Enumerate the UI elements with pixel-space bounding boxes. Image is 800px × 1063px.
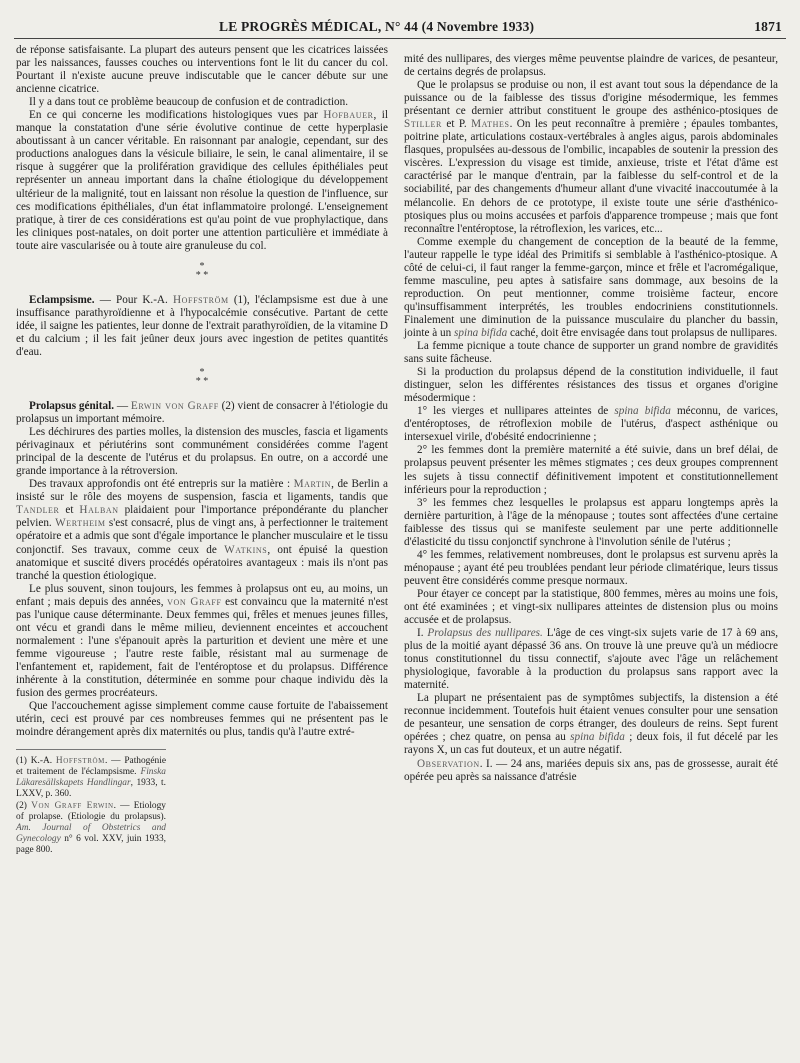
text-run: , 1933, t. LXXV, p. 360. <box>16 778 166 800</box>
text-run: . I. — 24 ans, mariées depuis six ans, pas de grossesse, aurait été opérée peu après sa naissance d'atrésie <box>404 757 778 783</box>
journal-name: Am. Journal of Obstetrics and Gynecology <box>16 823 166 845</box>
text-run: (2) vient de consacrer à l'étiologie du prolapsus un important mémoire. <box>16 399 388 426</box>
paragraph <box>404 236 778 340</box>
text-run: L'âge de ces vingt-six sujets varie de 17 à 69 ans, plus de la moitié ayant dépassé 36 ans. On trouve là une preuve qu'à un médiocre tonus constitutionnel du tissu connectif, s'ajoute avec l'âge un relâchement physiologique, favorable à la production du prolapsus sans rapport avec la maternité. <box>404 627 779 692</box>
text-run: n° 6 vol. XXV, juin 1933, page 800. <box>16 834 166 856</box>
text-run: — <box>114 399 131 412</box>
observation-paragraph <box>404 758 778 784</box>
paragraph: Que l'accouchement agisse simplement comme cause fortuite de l'abaissement utérin, ceci est prouvé par ces nombreuses femmes qui ne présentent pas le moindre dérangement après dix maternités ou plus, tandis qu'à l'autre extré- <box>16 700 388 739</box>
author-name: Mathes <box>471 118 510 131</box>
paragraph <box>404 79 778 236</box>
text-run: et P. <box>441 118 472 131</box>
paragraph: Pour étayer ce concept par la statistique, 800 femmes, mères au moins une fois, ont été examinées ; et vingt-six nullipares atteintes de distension plus ou moins accusée et de prolapsus. <box>404 587 778 627</box>
author-name: Martin <box>293 478 332 491</box>
paragraph <box>404 627 778 692</box>
text-run: , ont épuisé la question anatomique et suscité divers procédés opératoires avantageux : mais ils n'ont pas tranché la question étiologique. <box>16 543 388 582</box>
text-run: . — Etiology of prolapse. (Etiologie du prolapsus). <box>16 801 166 823</box>
page-number: 1871 <box>754 19 782 34</box>
text-run: I. <box>417 627 428 640</box>
text-run: — Pour K.-A. <box>94 293 173 306</box>
text-run: . — Pathogénie et traitement de l'éclampsisme. <box>16 756 166 778</box>
text-run: (2) <box>16 801 32 812</box>
text-run: Le plus souvent, sinon toujours, les femmes à prolapsus ont eu, au moins, un enfant ; mais depuis des années, <box>16 582 388 608</box>
section-separator <box>16 262 388 280</box>
list-item: 4° les femmes, relativement nombreuses, dont le prolapsus est survenu après la ménopause ; ayant été peu troublées pendant leur période climatérique, leurs tissus peuvent être considérés comme presque normaux. <box>404 548 778 587</box>
author-name: Von Graff Erwin <box>31 801 114 812</box>
text-run: 1° les vierges et nullipares atteintes de <box>417 405 615 418</box>
text-run: . On les peut reconnaître à première ; épaules tombantes, poitrine plate, articulations costaux-vertébrales à angles aigus, parois abdominales flasques, propulsées au-dessous de l'ombilic, incapables de soutenir la pression des viscères. L'expression du visage est timide, anxieuse, triste et l'état d'âme est caractérisé par le manque d'entrain, par la faiblesse du self-control et de la sociabilité, par des changements d'humeur allant d'une vivacité inaccoutumée à la mélancolie. En dehors de ce prototype, il existe toute une série d'asthénico-ptosiques plus ou moins accusées et parfois d'apparence trompeuse ; mais que font reconnaître l'entéroptose, la rétroflexion, les varices, etc... <box>404 118 778 235</box>
paragraph: Les déchirures des parties molles, la distension des muscles, fascia et ligaments périvaginaux et périutérins sont communément considérées comme l'agent principal de la descente de l'utérus et du prolapsus. En outre, on a accordé une grande importance à la rétroversion. <box>16 426 388 478</box>
footnote-2 <box>16 801 166 856</box>
paragraph: mité des nullipares, des vierges même peuventse plaindre de varices, de pesanteur, de certains degrés de prolapsus. <box>404 53 778 79</box>
text-run: est convaincu que la maternité n'est pas l'unique cause déterminante. Deux femmes qui, frêles et menues jeunes filles, ont vécu et grandi dans le même milieu, deviennent enceintes et accouchent normalement : l'une s'épanouit après la parturition et devient une mère et une femme vigoureuse ; l'autre reste faible, résistant mal au surmenage de l'enfantement et, rapidement, fait de l'entéroptose et du prolapsus. Différence inhérente à la constitution, déterminée en somme pour chaque individu dès la fusion des germes procréateurs. <box>16 595 388 700</box>
text-run: (1) K.-A. <box>16 756 56 767</box>
list-item: 3° les femmes chez lesquelles le prolapsus est apparu longtemps après la dernière parturition, à l'âge de la ménopause ; toutes sont affectées d'une certaine faiblesse des tissus qui se manifeste seulement par une perte additionnelle d'élasticité du tissu conjonctif synchrone à l'involution sénile de l'utérus ; <box>404 496 778 548</box>
paragraph: La femme picnique a toute chance de supporter un grand nombre de gravidités sans suite fâcheuse. <box>404 340 778 366</box>
asterisk: * <box>199 260 205 272</box>
text-run: (1), l'éclampsisme est due à une insuffisance parathyroïdienne et à l'hypocalcémie consécutive. Partant de cette idée, il saigne les patientes, leur donne de l'extrait parathyroïdien, de la vitamine D et du calcium ; il les fait jeûner deux jours avec ingestion de petites quantités d'eau. <box>16 293 388 358</box>
paragraph <box>16 583 388 700</box>
text-run: , de Berlin a insisté sur le rôle des moyens de suspension, fascia et ligaments, tandis que <box>16 478 388 504</box>
paragraph <box>16 478 388 582</box>
running-header <box>14 14 786 39</box>
paragraph: de réponse satisfaisante. La plupart des auteurs pensent que les cicatrices laissées par les naissances, fausses couches ou interventions font le lit du cancer du col. Pourtant il n'existe aucune preuve indiscutable que le cancer débute sur une ancienne cicatrice. <box>16 44 388 96</box>
text-run: Que le prolapsus se produise ou non, il est avant tout sous la dépendance de la puissance ou de la faiblesse des tissus d'origine mésodermique, les femmes présentant ce dernier attribut constituent le groupe des asthénico-ptosiques de <box>404 79 778 118</box>
text-run: En ce qui concerne les modifications histologiques vues par <box>29 109 324 122</box>
footnotes <box>16 749 166 856</box>
section-separator <box>16 368 388 386</box>
footnote-1 <box>16 756 166 800</box>
author-name: Halban <box>79 504 119 517</box>
text-run: , il manque la constatation d'une série évolutive continue de cette hyperplasie aboutissant à un cancer véritable. En raisonnant par analogie, cependant, sur des productions analogues dans la vésicule biliaire, le sein, le canal alimentaire, il se risque à suggérer que la prolifération gravidique des cellules épithéliales peut représenter un anneau important dans la chaîne étiologique du développement ultérieur de la malignité, tout en laissant non résolue la question de l'influence, sur ces modifications épithéliales, d'un état inflammatoire prolongé. L'enseignement pratique, à tirer de ces considérations est qu'au point de vue prophylactique, dans les cliniques post-natales, on doit porter une attention particulière et immédiate à toute aire vascularisée ou à toute aire granuleuse du col. <box>16 109 388 252</box>
text-run: méconnu, de varices, d'entéroptoses, de rétroflexion mobile de l'utérus, d'aspect asthénique ou intersexuel virile, d'obésité endocrinienne ; <box>404 405 778 444</box>
text-run: ; deux fois, il fut décelé par les rayons X, un cas fut douteux, et un autre négatif. <box>404 731 779 757</box>
asterisk-pair: * * <box>195 375 209 387</box>
author-name: Watkins <box>224 543 268 556</box>
list-item <box>404 405 778 444</box>
journal-title: LE PROGRÈS MÉDICAL, N° 44 (4 Novembre 1933) <box>219 19 535 34</box>
author-name: Erwin von Graff <box>130 399 219 412</box>
italic-term: spina bifida <box>454 326 508 339</box>
section-heading: Eclampsisme. <box>29 293 95 306</box>
author-name: Hoffström <box>172 293 229 306</box>
paragraph: Il y a dans tout ce problème beaucoup de confusion et de contradiction. <box>29 96 349 109</box>
author-name: Wertheim <box>55 517 106 530</box>
left-column <box>16 44 388 857</box>
asterisk: * <box>199 366 205 378</box>
author-name: Tandler <box>16 504 60 517</box>
text-run: Des travaux approfondis ont été entrepris sur la matière : <box>29 478 294 491</box>
text-run: s'est consacré, plus de vingt ans, à perfectionner le traitement opératoire et a admis que sont d'égale importance le plancher musculaire et le tissu conjonctif. Ses travaux, comme ceux de <box>16 517 388 556</box>
author-name: Hoffström <box>55 756 106 767</box>
author-name: Stiller <box>404 118 442 131</box>
text-run: Comme exemple du changement de conception de la beauté de la femme, l'auteur rappelle le type idéal des Primitifs si semblable à l'asthénico-ptosique. A côté de celui-ci, il faut ranger la femme-garçon, mince et frêle et l'acromégalique, femme masculine, peu aptes à satisfaire sans dommage, aux besoins de la reproduction. On peut mentionner, comme troisième facteur, encore qu'insuffisamment interprétés, les troubles endocriniens constitutionnels. Finalement une diminution de la puissance musculaire du plancher du bassin, jointe à un <box>404 235 778 339</box>
paragraph <box>16 109 388 253</box>
right-column <box>404 53 778 784</box>
text-run: et <box>59 504 80 517</box>
subsection-heading: Prolapsus des nullipares. <box>427 627 543 640</box>
section-prolapsus <box>16 400 388 426</box>
section-heading: Prolapsus génital. <box>29 399 115 412</box>
observation-label: Observation <box>417 757 480 770</box>
paragraph: Si la production du prolapsus dépend de la constitution individuelle, il faut distinguer, selon les différentes résistances des tissus et organes d'origine mésodermique : <box>404 366 778 405</box>
author-name: von Graff <box>167 595 222 608</box>
italic-term: spina bifida <box>614 405 671 418</box>
journal-name: Finska Läkaresällskapets Handlingar <box>16 767 166 789</box>
paragraph <box>404 692 778 757</box>
text-run: plaidaient pour l'importance prépondérante du plancher pelvien. <box>16 504 388 530</box>
asterisk-pair: * * <box>195 269 209 281</box>
italic-term: spina bifida <box>570 731 625 744</box>
author-name: Hofbauer <box>323 109 374 122</box>
text-run: caché, doit être envisagée dans tout prolapsus de nullipares. <box>507 326 778 339</box>
list-item: 2° les femmes dont la première maternité a été suivie, dans un bref délai, de prolapsus peuvent présenter les mêmes stigmates ; ces deux groupes comprennent les sujets à tissu connectif définitivement impotent et constitutionnellement inférieurs pour la reproduction ; <box>404 444 778 496</box>
text-run: La plupart ne présentaient pas de symptômes subjectifs, la distension a été reconnue incidemment. Toutefois huit étaient venues consulter pour une sensation de pesanteur, une sensation de corps étranger, des douleurs de reins. Sept furent opérées ; chez quatre, on pensa au <box>404 692 778 744</box>
section-eclampsisme <box>16 294 388 359</box>
